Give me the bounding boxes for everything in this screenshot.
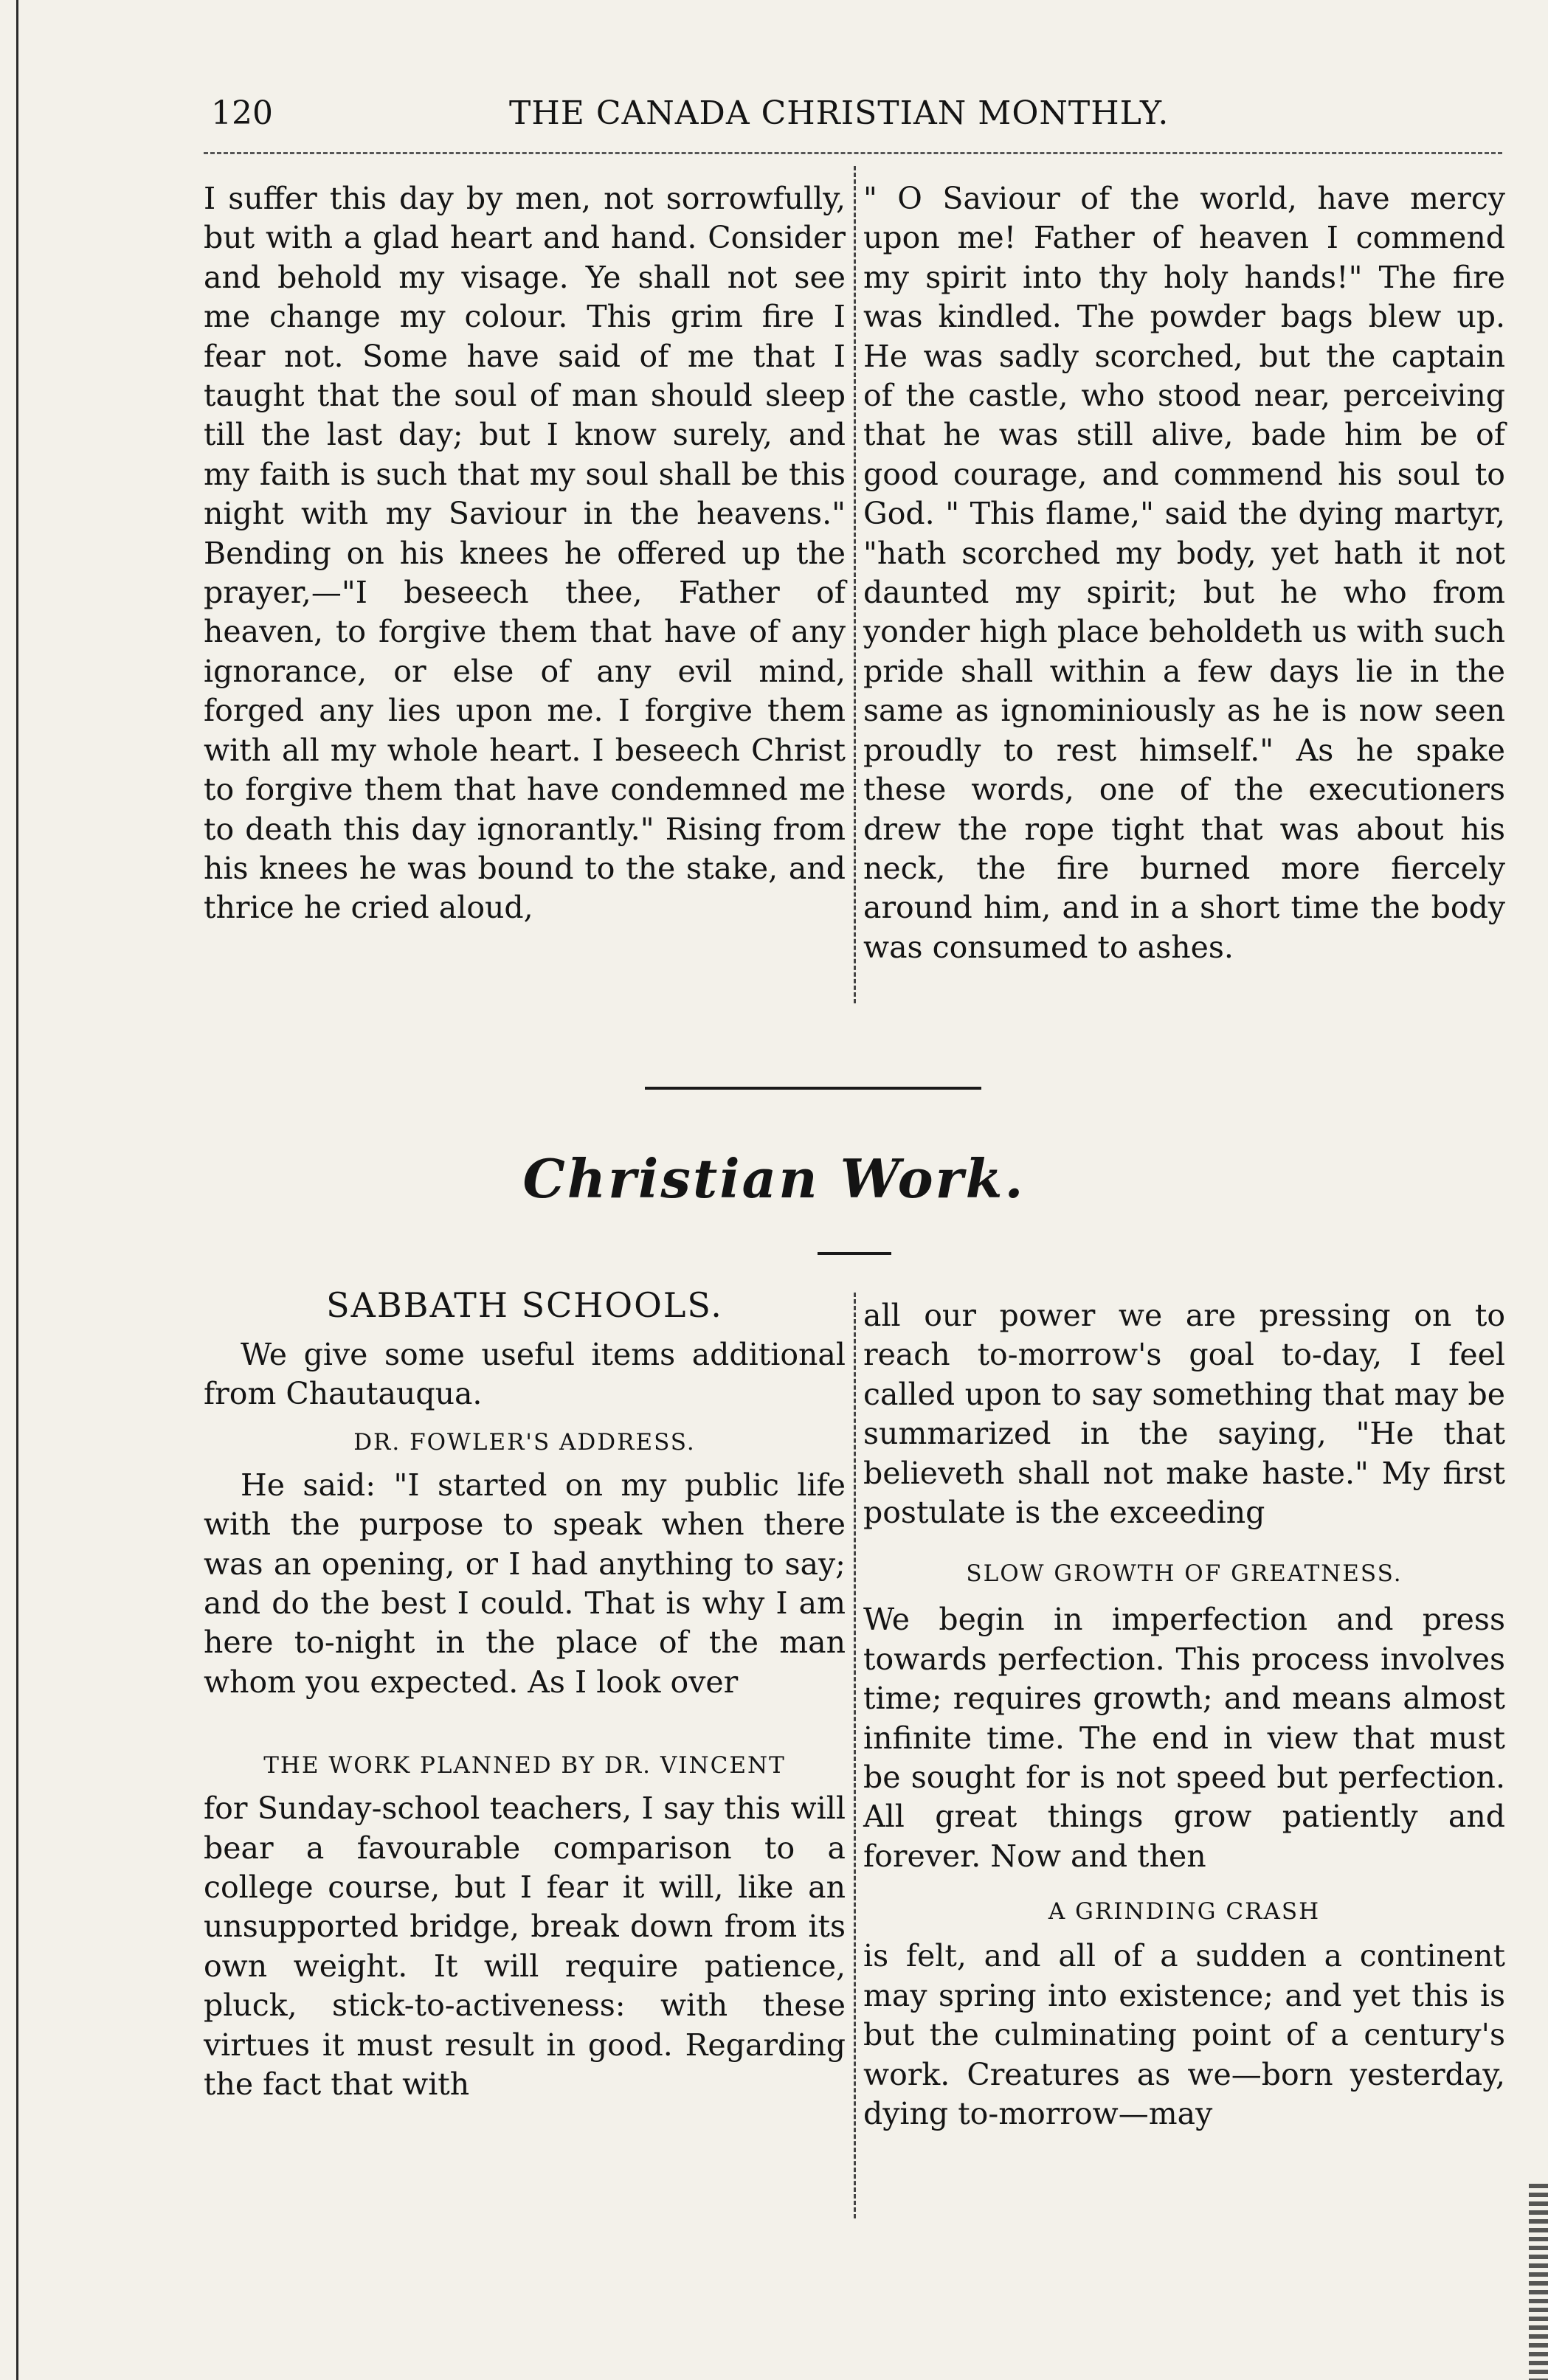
page-header: [0, 94, 1548, 139]
top-column-divider: [854, 166, 856, 1003]
running-title: THE CANADA CHRISTIAN MONTHLY.: [509, 94, 1169, 132]
subheading-work-planned: THE WORK PLANNED BY DR. VINCENT: [263, 1752, 786, 1779]
subheading-fowler-address: DR. FOWLER'S ADDRESS.: [353, 1428, 696, 1456]
article-intro: We give some useful items additional from Chautauqua.: [204, 1337, 846, 1412]
section-rule: [645, 1087, 981, 1090]
article-title: SABBATH SCHOOLS.: [326, 1285, 723, 1325]
top-left-paragraph: I suffer this day by men, not sorrowfully, but with a glad heart and hand. Consider and behold my visage. Ye shall not see me change my colour. This grim fire I fear not. Some have said of me that I taught that the soul of man should sleep till the last day; but I know surely, and my faith is such that my soul shall be this night with my Saviour in the heavens." Bending on his knees he offered up the prayer,—"I beseech thee, Father of heaven, to forgive them that have of any ignorance, or else of any evil mind, forged any lies upon me. I forgive them with all my whole heart. I beseech Christ to forgive them that have condemned me to death this day ignorantly." Rising from his knees he was bound to the stake, and thrice he cried aloud,: [204, 181, 846, 926]
paragraph-pressing-on: all our power we are pressing on to reach to-morrow's goal to-day, I feel called upon to say something that may be summarized in the saying, "He that believeth shall not make haste." My first postulate is the exceeding: [863, 1298, 1505, 1531]
top-right-paragraph: " O Saviour of the world, have mercy upon me! Father of heaven I commend my spirit into thy holy hands!" The fire was kindled. The powder bags blew up. He was sadly scorched, but the captain of the castle, who stood near, perceiving that he was still alive, bade him be of good courage, and commend his soul to God. " This flame," said the dying martyr, "hath scorched my body, yet hath it not daunted my spirit; but he who from yonder high place beholdeth us with such pride shall within a few days lie in the same as ignominiously as he is now seen proudly to rest himself." As he spake these words, one of the executioners drew the rope tight that was about his neck, the fire burned more fiercely around him, and in a short time the body was consumed to ashes.: [863, 181, 1505, 965]
paragraph-imperfection: We begin in imperfection and press towards perfection. This process involves time; requires growth; and means almost infinite time. The end in view that must be sought for is not speed but perfection. All great things grow patiently and forever. Now and then: [863, 1602, 1505, 1874]
paragraph-sunday-school: for Sunday-school teachers, I say this will bear a favourable comparison to a college course, but I fear it will, like an unsupported bridge, break down from its own weight. It will require patience, pluck, stick-to-activeness: with these virtues it must result in good. Regarding the fact that with: [204, 1791, 846, 2103]
subheading-grinding-crash: A GRINDING CRASH: [1048, 1898, 1321, 1926]
bottom-column-divider: [854, 1293, 856, 2218]
header-rule: [204, 152, 1502, 154]
section-heading: Christian Work.: [522, 1147, 1026, 1210]
top-right-column: [863, 179, 1505, 967]
bottom-left-column: [204, 1285, 846, 2105]
page-number: 120: [211, 94, 273, 132]
paragraph-continent: is felt, and all of a sudden a continent may spring into existence; and yet this is but the culminating point of a century's work. Creatures as we—born yesterday, dying to-morrow—may: [863, 1938, 1505, 2131]
section-short-rule: [818, 1252, 891, 1255]
top-left-column: [204, 179, 846, 928]
binding-edge: [1529, 2184, 1548, 2380]
subheading-slow-growth: SLOW GROWTH OF GREATNESS.: [966, 1560, 1403, 1588]
bottom-right-column: [863, 1296, 1505, 2134]
paragraph-fowler-opening: He said: "I started on my public life with the purpose to speak when there was an opening, or I had anything to say; and do the best I could. That is why I am here to-night in the place of the man whom you expected. As I look over: [204, 1467, 846, 1700]
